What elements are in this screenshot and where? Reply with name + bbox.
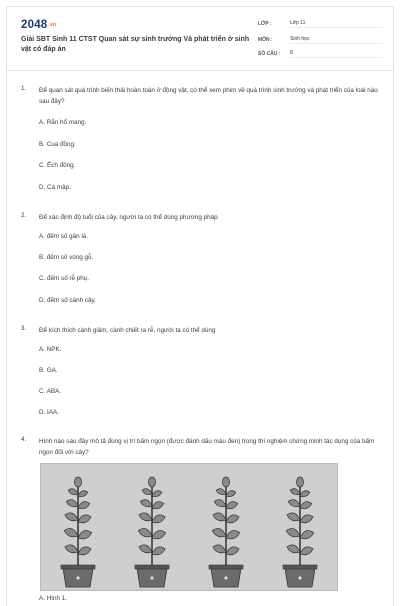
leaf xyxy=(287,513,300,521)
leaf xyxy=(65,513,78,521)
option-1a[interactable]: A. Rắn hổ mang. xyxy=(39,119,87,126)
leaf xyxy=(290,489,300,495)
question-number: 1. xyxy=(21,85,27,92)
plant-bud xyxy=(223,477,230,487)
document-page xyxy=(6,6,394,606)
pot-rim xyxy=(209,565,243,569)
leaf xyxy=(78,547,91,555)
meta-value: 8 xyxy=(289,50,383,58)
leaf xyxy=(226,491,236,497)
option-2a[interactable]: A. đếm số gân lá. xyxy=(39,233,89,240)
leaf xyxy=(214,500,226,507)
leaf xyxy=(288,500,300,507)
pot-hole xyxy=(76,576,79,579)
leaf xyxy=(226,531,240,539)
pot-hole xyxy=(224,576,227,579)
option-3b[interactable]: B. GA. xyxy=(39,367,58,374)
leaf xyxy=(140,500,152,507)
question-number: 2. xyxy=(21,212,27,219)
plant-illustration xyxy=(41,464,337,590)
leaf xyxy=(66,500,78,507)
pot-hole xyxy=(150,576,153,579)
question-number: 3. xyxy=(21,325,27,332)
question-text: Hình nào sau đây mô tả đúng vị trí bấm ngọn (được đánh dấu màu đen) trong thí nghiệm chứng minh tác dụng của bấm ngọn đối với cây? xyxy=(39,438,375,456)
option-1b[interactable]: B. Cua đồng. xyxy=(39,141,76,148)
document-title: Giải SBT Sinh 11 CTST Quan sát sự sinh trưởng Và phát triển ở sinh vật có đáp án xyxy=(21,36,250,53)
pot-rim xyxy=(135,565,169,569)
plant-figure xyxy=(40,463,338,591)
leaf xyxy=(152,531,166,539)
leaf xyxy=(300,547,313,555)
leaf xyxy=(64,529,78,537)
question-number: 4. xyxy=(21,436,27,443)
leaf xyxy=(78,531,92,539)
leaf xyxy=(287,545,300,553)
option-2c[interactable]: C. đếm số rễ phụ. xyxy=(39,275,90,282)
question-text: Để kích thích cành giâm, cành chiết ra rễ, người ta có thể dùng xyxy=(39,327,216,334)
leaf xyxy=(213,513,226,521)
option-1c[interactable]: C. Ếch đồng. xyxy=(39,162,76,169)
leaf xyxy=(139,545,152,553)
leaf xyxy=(139,513,152,521)
option-2b[interactable]: B. đếm số vòng gỗ. xyxy=(39,254,94,261)
leaf xyxy=(226,502,238,509)
leaf xyxy=(300,515,313,523)
leaf xyxy=(300,531,314,539)
leaf xyxy=(142,489,152,495)
pot-hole xyxy=(298,576,301,579)
option-2d[interactable]: D. đếm số cành cây. xyxy=(39,297,96,304)
leaf xyxy=(212,529,226,537)
option-3c[interactable]: C. ABA. xyxy=(39,388,62,395)
document-header xyxy=(7,7,393,71)
leaf xyxy=(78,515,91,523)
leaf xyxy=(78,491,88,497)
meta-label: LỚP : xyxy=(258,21,272,27)
leaf xyxy=(78,502,90,509)
leaf xyxy=(65,545,78,553)
leaf xyxy=(152,502,164,509)
plant-bud xyxy=(149,477,156,487)
leaf xyxy=(68,489,78,495)
leaf xyxy=(213,545,226,553)
leaf xyxy=(152,515,165,523)
option-1d[interactable]: D. Cá mập. xyxy=(39,184,71,191)
question-text: Để quan sát quá trình biến thái hoàn toàn ở động vật, có thể xem phim về quá trình sinh trưởng và phát triển của loài nào sau đây? xyxy=(39,87,378,105)
site-logo[interactable]: $2048^{.vn}$ xyxy=(21,19,57,31)
leaf xyxy=(138,529,152,537)
leaf xyxy=(226,515,239,523)
meta-label: MÔN : xyxy=(258,37,273,43)
plant-bud xyxy=(297,477,304,487)
leaf xyxy=(152,547,165,555)
meta-label: SỐ CÂU : xyxy=(258,51,281,57)
leaf xyxy=(300,491,310,497)
pot-rim xyxy=(283,565,317,569)
meta-value: Sinh học xyxy=(289,36,383,44)
option-3a[interactable]: A. NPK. xyxy=(39,346,62,353)
question-text: Để xác định độ tuổi của cây, người ta có thể dùng phương pháp xyxy=(39,214,218,221)
meta-value: Lớp 11 xyxy=(289,20,383,28)
leaf xyxy=(152,491,162,497)
leaf xyxy=(216,489,226,495)
leaf xyxy=(226,547,239,555)
pot-rim xyxy=(61,565,95,569)
plant-bud xyxy=(75,477,82,487)
leaf xyxy=(300,502,312,509)
option-3d[interactable]: D. IAA. xyxy=(39,409,59,416)
leaf xyxy=(286,529,300,537)
option-4a[interactable]: A. Hình 1. xyxy=(39,595,68,602)
